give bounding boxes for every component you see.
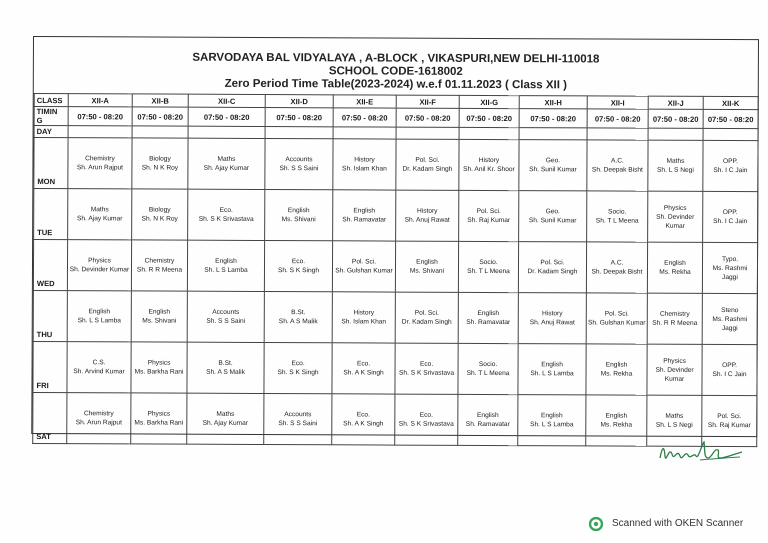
- subject-text: Biology: [149, 155, 171, 163]
- period-cell: [587, 140, 648, 191]
- subject-text: Biology: [148, 206, 171, 214]
- subject-text: Socio.: [608, 208, 627, 216]
- period-cell: [332, 394, 395, 445]
- class-header-xii-g: XII-G: [459, 95, 519, 108]
- teacher-text: Sh. S S Saini: [279, 165, 319, 173]
- teacher-text: Ms. Barkha Rani: [134, 368, 184, 376]
- period-cell: [131, 342, 187, 393]
- subject-text: OPP.: [722, 209, 738, 217]
- teacher-text: Sh. Deepak Bisht: [591, 268, 643, 276]
- period-cell: [459, 139, 519, 190]
- teacher-text: Sh. Devinder Kumar: [656, 213, 695, 230]
- subject-text: Pol. Sci.: [604, 310, 629, 318]
- teacher-text: Sh. T L Meena: [466, 369, 510, 378]
- subject-text: Chemistry: [83, 410, 114, 418]
- subject-text: History: [416, 207, 438, 215]
- day-row-wed: [33, 240, 757, 294]
- subject-text: C.S.: [92, 359, 106, 367]
- period-cell: [132, 138, 188, 189]
- timetable-title: Zero Period Time Table(2023-2024) w.e.f 01.11.2023 ( Class XII ): [224, 77, 568, 92]
- subject-text: A.C.: [611, 157, 624, 165]
- period-cell: [264, 292, 332, 343]
- teacher-text: Sh. R R Meena: [652, 319, 698, 327]
- day-header-cell: [188, 126, 265, 138]
- period-cell: [187, 291, 264, 342]
- period-cell: [333, 190, 396, 241]
- teacher-text: Sh. S K Srivastava: [399, 369, 455, 377]
- subject-text: English: [541, 361, 563, 369]
- period-cell: [188, 138, 265, 189]
- subject-text: Socio.: [478, 360, 498, 369]
- timing-cell: 07:50 - 08:20: [132, 107, 188, 126]
- teacher-text: Ms. Barkha Rani: [134, 419, 184, 427]
- day-name: THU: [33, 291, 67, 342]
- teacher-text: Sh. Ajay Kumar: [202, 419, 249, 427]
- subject-text: Maths: [216, 410, 235, 418]
- teacher-text: Sh. Ajay Kumar: [76, 215, 123, 223]
- teacher-text: Sh. Anuj Rawat: [404, 216, 450, 224]
- period-cell: [187, 342, 264, 393]
- subject-text: Pol. Sci.: [476, 207, 501, 216]
- period-cell: [265, 190, 333, 241]
- subject-text: B.St.: [291, 309, 306, 317]
- timetable: [32, 93, 759, 447]
- scanner-watermark: Scanned with OKEN Scanner: [612, 518, 744, 529]
- teacher-text: Sh. R R Meena: [136, 266, 183, 274]
- timing-cell: 07:50 - 08:20: [333, 108, 396, 127]
- period-cell: [647, 344, 702, 395]
- period-cell: [68, 189, 132, 240]
- subject-text: Eco.: [219, 206, 233, 214]
- subject-text: Pol. Sci.: [415, 156, 440, 164]
- timing-cell: 07:50 - 08:20: [519, 109, 587, 128]
- subject-text: Steno: [721, 306, 739, 314]
- teacher-text: Sh. Arun Rajput: [75, 419, 122, 427]
- period-cell: [458, 343, 518, 394]
- teacher-text: Sh. Sunil Kumar: [529, 166, 577, 174]
- period-cell: [519, 140, 587, 191]
- subject-text: Eco.: [419, 411, 433, 419]
- teacher-text: Sh. S S Saini: [278, 420, 318, 428]
- period-cell: [587, 191, 648, 242]
- period-cell: [703, 191, 758, 242]
- day-header-cell: [703, 128, 758, 140]
- period-cell: [518, 242, 586, 293]
- timing-cell: 07:50 - 08:20: [396, 108, 459, 127]
- period-cell: [131, 240, 187, 291]
- teacher-text: Ms. Rekha: [659, 268, 691, 276]
- timing-label-line1: TIMIN: [36, 107, 58, 117]
- period-cell: [395, 292, 458, 343]
- subject-text: Physics: [147, 359, 171, 367]
- class-header-xii-f: XII-F: [396, 95, 459, 108]
- teacher-text: Ms. Shivani: [409, 267, 445, 275]
- period-cell: [264, 241, 332, 292]
- subject-text: History: [542, 310, 563, 318]
- subject-text: Pol. Sci.: [540, 259, 565, 267]
- teacher-text: Sh. S K Singh: [277, 369, 319, 377]
- teacher-text: Sh. S K Srivastava: [198, 215, 254, 223]
- teacher-text: Sh. Ramavatar: [465, 420, 510, 429]
- oken-scanner-logo-icon: [589, 517, 603, 531]
- period-cell: [131, 291, 187, 342]
- subject-text: English: [605, 361, 628, 369]
- day-row-mon: [34, 138, 758, 192]
- period-cell: [396, 139, 459, 190]
- teacher-text: Dr. Kadam Singh: [527, 268, 578, 276]
- period-cell: [332, 343, 395, 394]
- timing-cell: 07:50 - 08:20: [68, 107, 132, 126]
- subject-text: Eco.: [356, 360, 371, 368]
- teacher-text: Sh. L S Lamba: [77, 317, 121, 325]
- subject-text: Physics: [663, 357, 686, 365]
- class-header-xii-e: XII-E: [333, 95, 396, 108]
- day-row-fri: [33, 342, 757, 396]
- subject-text: English: [353, 207, 376, 215]
- period-cell: [67, 291, 131, 342]
- subject-text: Maths: [665, 412, 684, 420]
- period-cell: [586, 242, 647, 293]
- teacher-text: Dr. Kadam Singh: [401, 318, 452, 326]
- class-header-xii-j: XII-J: [648, 96, 703, 109]
- subject-text: Eco.: [419, 360, 434, 368]
- subject-text: Eco.: [356, 411, 370, 419]
- day-name: MON: [34, 138, 68, 189]
- timetable-sheet: [31, 36, 759, 442]
- teacher-text: Sh. I C Jain: [713, 217, 748, 226]
- class-header-xii-h: XII-H: [519, 96, 587, 109]
- class-header-xii-c: XII-C: [188, 94, 265, 107]
- subject-text: History: [354, 156, 375, 164]
- period-cell: [187, 393, 264, 444]
- teacher-text: Sh. Raj Kumar: [707, 421, 751, 430]
- period-cell: [458, 241, 518, 292]
- period-cell: [395, 343, 458, 394]
- period-cell: [187, 240, 264, 291]
- subject-text: B.St.: [218, 359, 233, 367]
- subject-text: Maths: [217, 155, 236, 163]
- period-cell: [333, 139, 396, 190]
- period-cell: [519, 191, 587, 242]
- subject-text: Geo.: [545, 157, 561, 165]
- teacher-text: Sh. N K Roy: [141, 215, 178, 223]
- day-row-sat: [33, 393, 757, 447]
- subject-text: English: [88, 308, 111, 316]
- day-name: FRI: [33, 342, 67, 393]
- period-cell: [132, 189, 188, 240]
- subject-text: Physics: [88, 257, 111, 265]
- subject-text: Geo.: [545, 208, 560, 216]
- period-cell: [518, 344, 586, 395]
- subject-text: English: [416, 258, 438, 266]
- teacher-text: Ms. Rekha: [600, 370, 633, 378]
- teacher-text: Sh. L S Lamba: [530, 421, 574, 429]
- period-cell: [67, 393, 131, 444]
- period-cell: [68, 138, 132, 189]
- period-cell: [702, 242, 757, 293]
- teacher-text: Ms. Shivani: [142, 317, 177, 325]
- subject-text: Chemistry: [85, 155, 115, 163]
- teacher-text: Ms. Rashmi Jaggi: [712, 264, 748, 281]
- handwritten-signature-icon: [654, 436, 746, 468]
- subject-text: Pol. Sci.: [351, 258, 377, 266]
- teacher-text: Sh. Arvind Kumar: [73, 368, 125, 376]
- teacher-text: Sh. Ramavatar: [342, 216, 387, 224]
- subject-text: English: [605, 412, 628, 420]
- class-label: CLASS: [34, 94, 68, 107]
- subject-text: English: [287, 207, 310, 215]
- period-cell: [648, 191, 703, 242]
- teacher-text: Sh. A S Malik: [278, 318, 318, 326]
- timing-label-line2: G: [36, 116, 43, 126]
- subject-text: Maths: [666, 157, 685, 165]
- teacher-text: Sh. L S Lamba: [204, 266, 248, 274]
- timing-cell: 07:50 - 08:20: [265, 108, 333, 127]
- period-cell: [264, 343, 332, 394]
- class-header-xii-i: XII-I: [587, 96, 648, 109]
- period-cell: [396, 190, 459, 241]
- day-header-cell: [396, 127, 459, 139]
- timing-label: [34, 107, 68, 126]
- timing-cell: 07:50 - 08:20: [587, 109, 648, 128]
- subject-text: Typo.: [721, 255, 739, 263]
- teacher-text: Ms. Rashmi Jaggi: [712, 315, 748, 332]
- teacher-text: Dr. Kadam Singh: [402, 165, 453, 173]
- subject-text: Pol. Sci.: [717, 412, 742, 421]
- day-header-cell: [132, 126, 188, 138]
- subject-text: History: [353, 309, 375, 317]
- school-code: SCHOOL CODE-1618002: [328, 65, 463, 78]
- teacher-text: Sh. Islam Khan: [342, 165, 387, 173]
- day-header-cell: [68, 126, 132, 138]
- teacher-text: Sh. I C Jain: [712, 370, 747, 379]
- teacher-text: Sh. T L Meena: [467, 267, 510, 276]
- period-cell: [518, 395, 586, 446]
- teacher-text: Sh. L S Negi: [657, 166, 694, 174]
- period-cell: [702, 293, 757, 344]
- subject-text: English: [477, 411, 499, 420]
- teacher-text: Sh. A S Malik: [206, 368, 245, 376]
- day-header-cell: [459, 127, 519, 139]
- period-cell: [332, 241, 395, 292]
- teacher-text: Sh. Anuj Rawat: [529, 319, 575, 327]
- subject-text: Eco.: [291, 360, 305, 368]
- teacher-text: Sh. A K Singh: [343, 369, 384, 377]
- period-cell: [458, 394, 518, 445]
- teacher-text: Sh. Gulshan Kumar: [335, 267, 393, 275]
- period-cell: [586, 395, 647, 446]
- timing-cell: 07:50 - 08:20: [188, 107, 265, 126]
- day-row-thu: [33, 291, 757, 345]
- teacher-text: Sh. N K Roy: [141, 164, 179, 172]
- day-header-cell: [519, 128, 587, 140]
- period-cell: [395, 394, 458, 445]
- day-name: TUE: [34, 189, 68, 240]
- class-header-xii-d: XII-D: [265, 95, 333, 108]
- period-cell: [459, 190, 519, 241]
- teacher-text: Sh. L S Lamba: [530, 370, 574, 378]
- teacher-text: Sh. Deepak Bisht: [591, 166, 643, 174]
- period-cell: [703, 140, 758, 191]
- subject-text: Eco.: [291, 258, 306, 266]
- subject-text: Accounts: [212, 308, 240, 316]
- period-cell: [67, 342, 131, 393]
- teacher-text: Sh. Devinder Kumar: [655, 366, 694, 383]
- subject-text: English: [664, 259, 686, 267]
- teacher-text: Sh. L S Negi: [655, 421, 693, 429]
- school-name: SARVODAYA BAL VIDYALAYA , A-BLOCK , VIKASPURI,NEW DELHI-110018: [192, 51, 600, 66]
- subject-text: English: [541, 412, 563, 420]
- teacher-text: Sh. A K Singh: [343, 420, 384, 428]
- period-cell: [131, 393, 187, 444]
- subject-text: A.C.: [610, 259, 624, 267]
- subject-text: English: [148, 308, 171, 316]
- timing-cell: 07:50 - 08:20: [703, 109, 758, 128]
- period-cell: [647, 242, 702, 293]
- teacher-text: Sh. Sunil Kumar: [528, 217, 577, 225]
- period-cell: [518, 293, 586, 344]
- teacher-text: Sh. Ramavatar: [466, 318, 511, 327]
- teacher-text: Sh. Ajay Kumar: [203, 164, 250, 172]
- teacher-text: Sh. Anil Kr. Shoor: [463, 165, 515, 174]
- day-header-cell: [333, 127, 396, 139]
- teacher-text: Sh. T L Meena: [595, 217, 639, 225]
- subject-text: Maths: [90, 206, 109, 214]
- period-cell: [332, 292, 395, 343]
- teacher-text: Sh. Islam Khan: [341, 318, 387, 326]
- period-cell: [188, 189, 265, 240]
- day-row-tue: [34, 189, 758, 243]
- period-cell: [702, 344, 757, 395]
- teacher-text: Sh. I C Jain: [713, 166, 748, 175]
- subject-text: Pol. Sci.: [414, 309, 439, 317]
- timing-cell: 07:50 - 08:20: [459, 108, 519, 127]
- class-header-xii-k: XII-K: [703, 96, 758, 109]
- subject-text: English: [477, 309, 500, 318]
- teacher-text: Sh. S S Saini: [206, 317, 246, 325]
- period-cell: [647, 293, 702, 344]
- teacher-text: Sh. Raj Kumar: [467, 216, 511, 225]
- class-header-xii-b: XII-B: [132, 94, 188, 107]
- day-name: WED: [33, 240, 67, 291]
- teacher-text: Sh. S K Singh: [277, 267, 320, 275]
- subject-text: History: [478, 156, 500, 165]
- period-cell: [648, 140, 703, 191]
- subject-text: Accounts: [284, 411, 312, 419]
- period-cell: [586, 344, 647, 395]
- day-name: SAT: [33, 393, 67, 444]
- teacher-text: Ms. Shivani: [281, 216, 316, 224]
- subject-text: English: [215, 257, 237, 265]
- teacher-text: Sh. S K Srivastava: [398, 420, 454, 428]
- period-cell: [586, 293, 647, 344]
- day-header-cell: [587, 128, 648, 140]
- period-cell: [264, 394, 332, 445]
- teacher-text: Ms. Rekha: [600, 421, 633, 429]
- day-label: DAY: [34, 126, 68, 138]
- subject-text: OPP.: [722, 158, 738, 166]
- timing-cell: 07:50 - 08:20: [648, 109, 703, 128]
- teacher-text: Sh. Arun Rajput: [76, 164, 124, 172]
- class-header-xii-a: XII-A: [68, 94, 132, 107]
- teacher-text: Sh. Gulshan Kumar: [587, 319, 646, 327]
- subject-text: OPP.: [722, 362, 738, 370]
- subject-text: Accounts: [285, 156, 313, 164]
- subject-text: Socio.: [479, 258, 498, 267]
- period-cell: [67, 240, 131, 291]
- subject-text: Physics: [663, 204, 687, 212]
- period-cell: [395, 241, 458, 292]
- period-cell: [458, 292, 518, 343]
- day-header-cell: [648, 128, 703, 140]
- subject-text: Physics: [147, 410, 171, 418]
- subject-text: Chemistry: [659, 310, 690, 318]
- subject-text: Chemistry: [144, 257, 175, 265]
- day-header-cell: [265, 127, 333, 139]
- teacher-text: Sh. Devinder Kumar: [69, 266, 130, 274]
- period-cell: [265, 139, 333, 190]
